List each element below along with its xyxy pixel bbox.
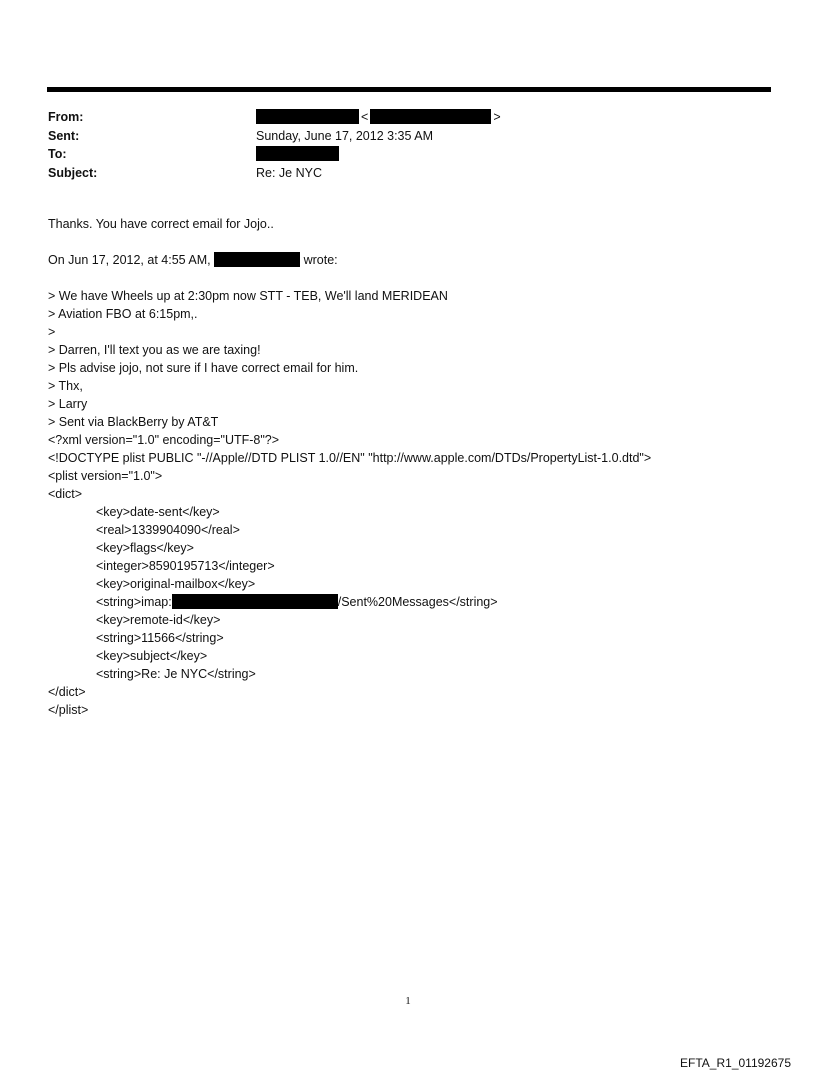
dict-line: <string>Re: Je NYC</string> xyxy=(96,667,256,681)
dict-line: <string>11566</string> xyxy=(96,631,224,645)
redacted-recipient xyxy=(256,146,339,161)
from-row xyxy=(48,108,768,127)
redacted-imap-address xyxy=(172,594,338,609)
xml-close-line: </plist> xyxy=(48,703,89,717)
dict-line: <key>subject</key> xyxy=(96,649,208,663)
from-close-bracket: > xyxy=(493,110,501,124)
quoted-line: > We have Wheels up at 2:30pm now STT - TEB, We'll land MERIDEAN xyxy=(48,289,448,303)
imap-line xyxy=(48,593,768,611)
dict-line: <integer>8590195713</integer> xyxy=(96,559,275,573)
xml-close-line: </dict> xyxy=(48,685,86,699)
redacted-sender-name xyxy=(256,109,359,124)
from-open-bracket: < xyxy=(361,110,369,124)
header-rule xyxy=(47,87,771,92)
dict-line: <key>flags</key> xyxy=(96,541,194,555)
plist-xml xyxy=(48,431,768,719)
sent-value: Sunday, June 17, 2012 3:35 AM xyxy=(256,128,433,143)
spacer xyxy=(48,269,768,287)
quoted-line: > Aviation FBO at 6:15pm,. xyxy=(48,307,198,321)
quoted-line: > Pls advise jojo, not sure if I have correct email for him. xyxy=(48,361,359,375)
quoted-line: > xyxy=(48,325,56,339)
sent-label: Sent: xyxy=(48,128,80,143)
reply-line: Thanks. You have correct email for Jojo.. xyxy=(48,217,274,231)
xml-line: <?xml version="1.0" encoding="UTF-8"?> xyxy=(48,433,280,447)
quoted-line: > Sent via BlackBerry by AT&T xyxy=(48,415,219,429)
xml-line: <!DOCTYPE plist PUBLIC "-//Apple//DTD PLIST 1.0//EN" "http://www.apple.com/DTDs/PropertyList-1.0.dtd"> xyxy=(48,451,652,465)
imap-prefix: <string>imap: xyxy=(96,595,172,609)
subject-label: Subject: xyxy=(48,165,98,180)
from-label: From: xyxy=(48,110,84,124)
sent-row xyxy=(48,127,768,146)
quoted-line: > Darren, I'll text you as we are taxing! xyxy=(48,343,261,357)
quote-intro-suffix: wrote: xyxy=(303,253,338,267)
page-number: 1 xyxy=(405,995,411,1007)
to-label: To: xyxy=(48,147,67,161)
redacted-quoted-sender xyxy=(214,252,300,267)
from-value xyxy=(256,108,503,127)
dict-line: <key>date-sent</key> xyxy=(96,505,220,519)
quote-intro-prefix: On Jun 17, 2012, at 4:55 AM, xyxy=(48,253,211,267)
subject-row xyxy=(48,164,768,183)
dict-line: <key>remote-id</key> xyxy=(96,613,221,627)
quoted-line: > Larry xyxy=(48,397,88,411)
to-value xyxy=(256,145,339,164)
imap-suffix: /Sent%20Messages</string> xyxy=(337,595,498,609)
dict-line: <key>original-mailbox</key> xyxy=(96,577,256,591)
document-id: EFTA_R1_01192675 xyxy=(680,1056,791,1070)
redacted-sender-email xyxy=(370,109,491,124)
quote-intro xyxy=(48,251,768,269)
xml-line: <dict> xyxy=(48,487,83,501)
email-body xyxy=(48,215,768,719)
xml-line: <plist version="1.0"> xyxy=(48,469,163,483)
spacer xyxy=(48,233,768,251)
email-header xyxy=(48,108,768,182)
subject-value: Re: Je NYC xyxy=(256,165,322,180)
quoted-line: > Thx, xyxy=(48,379,83,393)
quoted-message xyxy=(48,287,768,431)
to-row xyxy=(48,145,768,164)
dict-line: <real>1339904090</real> xyxy=(96,523,240,537)
